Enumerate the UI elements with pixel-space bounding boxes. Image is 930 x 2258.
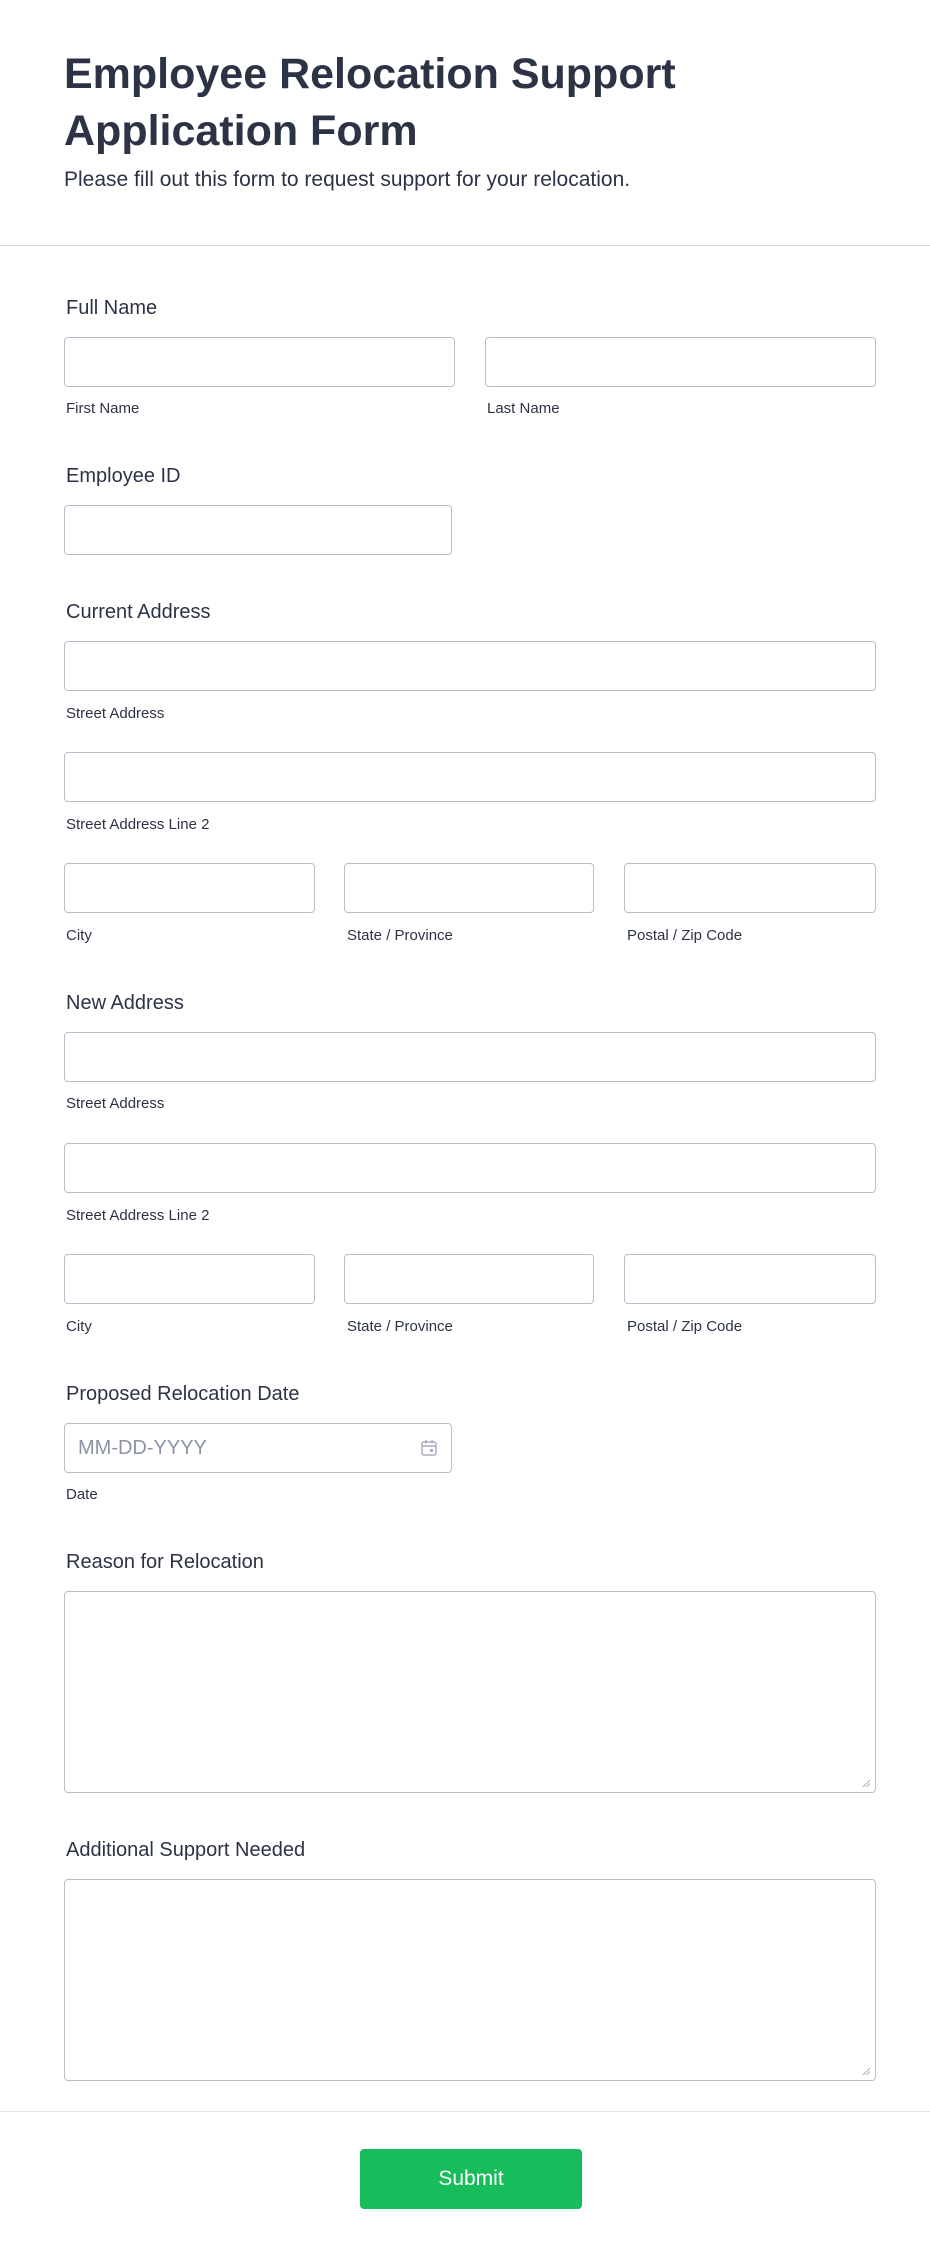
new-state-input[interactable] <box>344 1254 594 1304</box>
additional-support-label: Additional Support Needed <box>66 1839 306 1861</box>
current-postal-input[interactable] <box>624 863 876 913</box>
form-subtitle: Please fill out this form to request support for your relocation. <box>64 168 631 191</box>
new-street2-input[interactable] <box>64 1143 876 1193</box>
current-state-input[interactable] <box>344 863 594 913</box>
current-street2-input[interactable] <box>64 752 876 802</box>
last-name-input[interactable] <box>485 337 876 387</box>
new-address-label: New Address <box>66 992 184 1014</box>
current-address-label: Current Address <box>66 601 211 623</box>
reason-label: Reason for Relocation <box>66 1551 264 1573</box>
date-placeholder: MM-DD-YYYY <box>78 1437 207 1459</box>
new-state-sublabel: State / Province <box>347 1318 453 1335</box>
form-header <box>0 0 930 246</box>
resize-handle-icon[interactable] <box>861 1778 871 1788</box>
submit-button[interactable]: Submit <box>360 2149 582 2209</box>
first-name-input[interactable] <box>64 337 455 387</box>
first-name-sublabel: First Name <box>66 400 140 417</box>
new-street-input[interactable] <box>64 1032 876 1082</box>
form-title: Employee Relocation Support Application Form <box>64 50 676 155</box>
calendar-icon[interactable] <box>419 1438 439 1458</box>
relocation-date-input[interactable] <box>64 1423 452 1473</box>
resize-handle-icon[interactable] <box>861 2066 871 2076</box>
employee-id-label: Employee ID <box>66 465 181 487</box>
new-city-input[interactable] <box>64 1254 315 1304</box>
current-street-sublabel: Street Address <box>66 705 165 722</box>
current-street2-sublabel: Street Address Line 2 <box>66 816 210 833</box>
additional-support-textarea[interactable] <box>64 1879 876 2081</box>
full-name-label: Full Name <box>66 297 158 319</box>
current-postal-sublabel: Postal / Zip Code <box>627 927 743 944</box>
relocation-date-label: Proposed Relocation Date <box>66 1383 300 1405</box>
reason-textarea[interactable] <box>64 1591 876 1793</box>
new-postal-input[interactable] <box>624 1254 876 1304</box>
new-city-sublabel: City <box>66 1318 92 1335</box>
last-name-sublabel: Last Name <box>487 400 560 417</box>
current-city-sublabel: City <box>66 927 92 944</box>
current-state-sublabel: State / Province <box>347 927 453 944</box>
current-city-input[interactable] <box>64 863 315 913</box>
new-postal-sublabel: Postal / Zip Code <box>627 1318 743 1335</box>
employee-id-input[interactable] <box>64 505 452 555</box>
date-sublabel: Date <box>66 1486 98 1503</box>
footer-divider <box>0 2111 930 2112</box>
current-street-input[interactable] <box>64 641 876 691</box>
new-street2-sublabel: Street Address Line 2 <box>66 1207 210 1224</box>
new-street-sublabel: Street Address <box>66 1095 165 1112</box>
